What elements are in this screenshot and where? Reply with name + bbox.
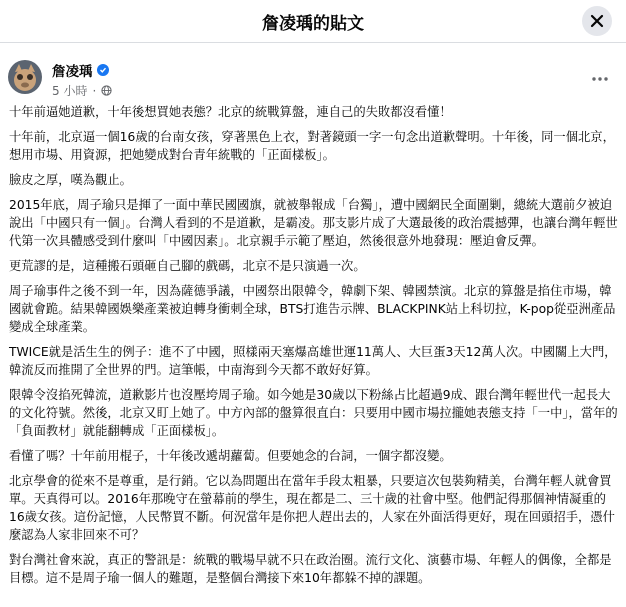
author-name-row (52, 60, 112, 80)
post-body (9, 103, 618, 594)
post-paragraph: 限韓令沒掐死韓流，道歉影片也沒壓垮周子瑜。如今她是30歲以下粉絲占比超過9成、跟台灣年輕世代一起長大的文化符號。然後，北京又盯上她了。中方內部的盤算很直白：只要用中國市場拉攏她表態支持「一中」，當年的「負面教材」就能翻轉成「正面樣板」。 (9, 388, 618, 438)
avatar-image (8, 60, 42, 94)
close-button[interactable] (582, 6, 612, 36)
author-name[interactable]: 詹凌瑀 (52, 64, 93, 80)
globe-icon (101, 85, 112, 96)
verified-badge-icon (97, 64, 109, 76)
post-paragraph: 臉皮之厚，嘆為觀止。 (9, 173, 132, 187)
post-paragraph: 更荒謬的是，這種搬石頭砸自己腳的戲碼，北京不是只演過一次。 (9, 259, 366, 273)
post-time[interactable]: 5 小時 (52, 84, 88, 98)
post-meta: 5 小時 · (52, 82, 112, 99)
post-dialog-header (0, 0, 626, 43)
post-paragraph: 周子瑜事件之後不到一年，因為薩德爭議，中國祭出限韓令，韓劇下架、韓國禁演。北京的算盤是掐住市場，韓國就會跪。結果韓國娛樂產業被迫轉身衝刺全球，BTS打進告示牌、BLACKPINK站上科切拉，K-pop從亞洲產品變成全球產業。 (9, 284, 616, 334)
post-paragraph: 北京學會的從來不是尊重，是行銷。它以為問題出在當年手段太粗暴，只要這次包裝夠精美，台灣年輕人就會買單。天真得可以。2016年那晚守在螢幕前的學生，現在都是二、三十歲的社會中堅。他們記得那個神情凝重的16歲女孩。這份記憶，人民幣買不斷。何況當年是你把人趕出去的，人家在外面活得更好，現在回頭招手，憑什麼認為人家非回來不可？ (9, 474, 615, 542)
author-block (52, 60, 112, 99)
post-paragraph: 對台灣社會來說，真正的警訊是：統戰的戰場早就不只在政治圈。流行文化、演藝市場、年輕人的偶像，全都是目標。這不是周子瑜一個人的難題，是整個台灣接下來10年都躲不掉的課題。 (9, 553, 612, 585)
dialog-title: 詹凌瑀的貼文 (262, 14, 364, 34)
post-paragraph: 十年前，北京逼一個16歲的台南女孩，穿著黑色上衣，對著鏡頭一字一句念出道歉聲明。十年後，同一個北京，想用市場、用資源，把她變成對台青年統戰的「正面樣板」。 (9, 130, 615, 162)
more-options-icon (592, 77, 608, 81)
avatar[interactable] (8, 60, 42, 94)
close-icon (590, 14, 604, 28)
post-paragraph: 2015年底，周子瑜只是揮了一面中華民國國旗，就被舉報成「台獨」，遭中國網民全面圍剿，總統大選前夕被迫說出「中國只有一個」。台灣人看到的不是道歉，是霸凌。那支影片成了大選最後的政治震撼彈，也讓台灣年輕世代第一次具體感受到什麼叫「中國因素」。北京親手示範了壓迫，然後很意外地發現：壓迫會反彈。 (9, 198, 618, 248)
post-paragraph: TWICE就是活生生的例子：進不了中國，照樣兩天塞爆高雄世運11萬人、大巨蛋3天12萬人次。中國關上大門，韓流反而推開了全世界的門。這筆帳，中南海到今天都不敢好好算。 (9, 345, 617, 377)
more-options-button[interactable] (592, 66, 608, 85)
post-paragraph: 十年前逼她道歉，十年後想買她表態？北京的統戰算盤，連自己的失敗都沒看懂！ (9, 105, 452, 119)
post-paragraph: 看懂了嗎？十年前用棍子，十年後改遞胡蘿蔔。但要她念的台詞，一個字都沒變。 (9, 449, 452, 463)
